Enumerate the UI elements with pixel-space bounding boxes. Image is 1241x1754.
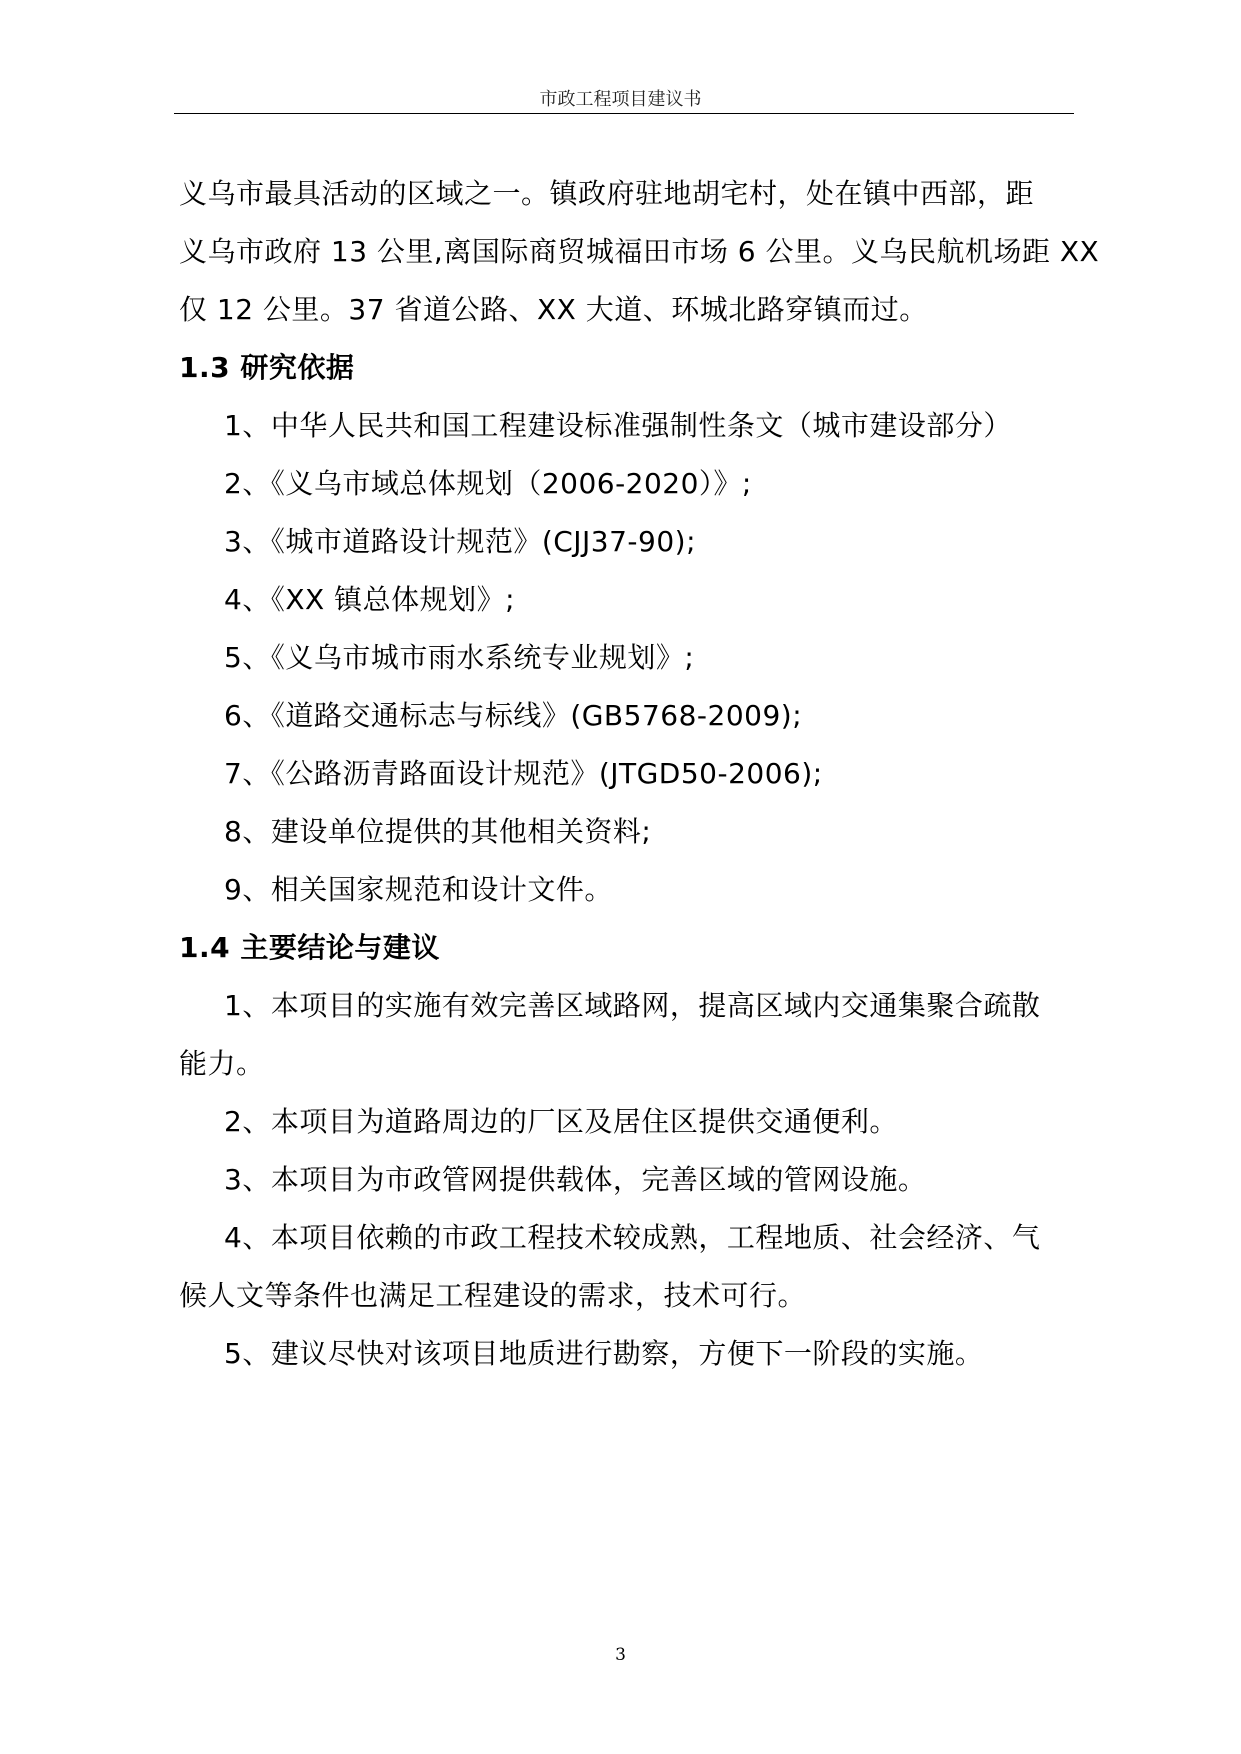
- conclusion-item: 1、本项目的实施有效完善区域路网，提高区域内交通集聚合疏散: [224, 989, 1041, 1022]
- conclusion-item: 2、本项目为道路周边的厂区及居住区提供交通便利。: [224, 1105, 898, 1138]
- reference-list-item: 1、中华人民共和国工程建设标准强制性条文（城市建设部分）: [224, 409, 1012, 442]
- reference-list-item: 8、建设单位提供的其他相关资料;: [224, 815, 652, 848]
- reference-list-item: 3、《城市道路设计规范》(CJJ37-90);: [224, 525, 697, 558]
- header-divider: [174, 113, 1074, 114]
- body-paragraph-line: 义乌市最具活动的区域之一。镇政府驻地胡宅村，处在镇中西部，距: [179, 177, 1035, 210]
- page-number: 3: [615, 1645, 626, 1665]
- conclusion-item-continuation: 能力。: [179, 1047, 265, 1080]
- reference-list-item: 6、《道路交通标志与标线》(GB5768-2009);: [224, 699, 803, 732]
- conclusion-item: 3、本项目为市政管网提供载体，完善区域的管网设施。: [224, 1163, 927, 1196]
- reference-list-item: 9、相关国家规范和设计文件。: [224, 873, 613, 906]
- page-header-title: 市政工程项目建议书: [539, 89, 702, 110]
- reference-list-item: 4、《XX 镇总体规划》;: [224, 583, 516, 616]
- body-paragraph-line: 义乌市政府 13 公里,离国际商贸城福田市场 6 公里。义乌民航机场距 XX: [179, 235, 1100, 268]
- section-heading-1-4: 1.4 主要结论与建议: [179, 931, 440, 964]
- reference-list-item: 7、《公路沥青路面设计规范》(JTGD50-2006);: [224, 757, 823, 790]
- reference-list-item: 5、《义乌市城市雨水系统专业规划》;: [224, 641, 695, 674]
- conclusion-item-continuation: 候人文等条件也满足工程建设的需求，技术可行。: [179, 1279, 807, 1312]
- conclusion-item: 4、本项目依赖的市政工程技术较成熟，工程地质、社会经济、气: [224, 1221, 1041, 1254]
- body-paragraph-line: 仅 12 公里。37 省道公路、XX 大道、环城北路穿镇而过。: [179, 293, 928, 326]
- section-heading-1-3: 1.3 研究依据: [179, 351, 355, 384]
- conclusion-item: 5、建议尽快对该项目地质进行勘察，方便下一阶段的实施。: [224, 1337, 984, 1370]
- reference-list-item: 2、《义乌市域总体规划（2006-2020）》;: [224, 467, 752, 500]
